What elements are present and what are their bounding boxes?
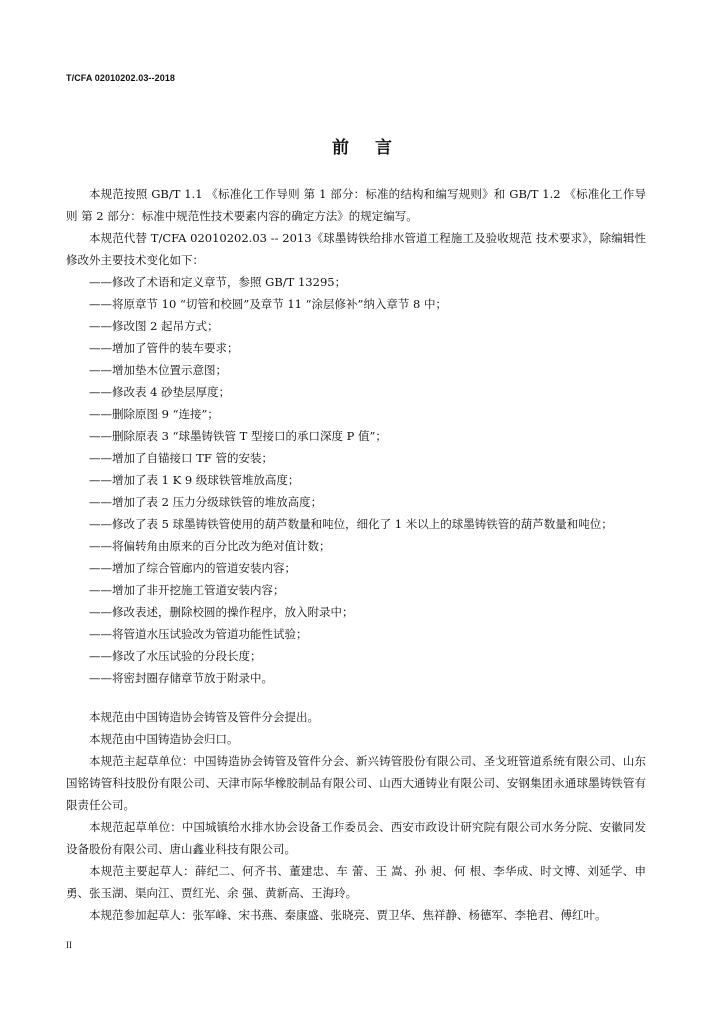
list-item: ——增加了表 1 K 9 级球铁管堆放高度； bbox=[89, 473, 300, 487]
list-item: ——修改图 2 起吊方式； bbox=[89, 319, 219, 333]
list-item: ——删除原图 9 “连接”； bbox=[89, 407, 219, 421]
list-item: ——删除原表 3 “球墨铸铁管 T 型接口的承口深度 P 值”； bbox=[89, 429, 387, 443]
list-item: ——增加垫木位置示意图； bbox=[89, 363, 227, 377]
list-item: ——修改了术语和定义章节，参照 GB/T 13295； bbox=[89, 275, 347, 289]
list-item: ——将管道水压试验改为管道功能性试验； bbox=[89, 627, 308, 641]
list-item: ——增加了综合管廊内的管道安装内容； bbox=[89, 561, 296, 575]
list-item: ——增加了表 2 压力分级球铁管的堆放高度； bbox=[89, 495, 323, 509]
list-item: ——修改表 4 砂垫层厚度； bbox=[89, 385, 231, 399]
closing-paragraph: 本规范主要起草人：薛纪二、何齐书、董建忠、车 蕾、王 嵩、孙 昶、何 根、李华成、时文博、刘延学、申勇、张玉湖、渠向江、贾红光、余 强、黄新高、王海玲。 bbox=[66, 864, 646, 900]
intro-paragraph: 本规范代替 T/CFA 02010202.03 -- 2013《球墨铸铁给排水管道工程施工及验收规范 技术要求》，除编辑性修改外主要技术变化如下： bbox=[66, 231, 646, 267]
list-item: ——修改表述，删除校圆的操作程序，放入附录中； bbox=[89, 605, 354, 619]
closing-paragraph: 本规范由中国铸造协会归口。 bbox=[89, 732, 239, 746]
section-spacer bbox=[66, 689, 646, 706]
list-item: ——增加了非开挖施工管道安装内容； bbox=[89, 583, 285, 597]
intro-paragraph: 本规范按照 GB/T 1.1 《标准化工作导则 第 1 部分：标准的结构和编写规则》和 GB/T 1.2 《标准化工作导则 第 2 部分：标准中规范性技术要素内容的确定方法》的规定编写。 bbox=[66, 187, 646, 223]
closing-paragraph: 本规范由中国铸造协会铸管及管件分会提出。 bbox=[89, 710, 319, 724]
page-number: II bbox=[66, 940, 72, 950]
document-code: T/CFA 02010202.03--2018 bbox=[66, 73, 176, 83]
list-item: ——修改了表 5 球墨铸铁管使用的葫芦数量和吨位，细化了 1 米以上的球墨铸铁管的葫芦数量和吨位； bbox=[89, 517, 613, 531]
closing-paragraph: 本规范参加起草人：张军峰、宋书燕、秦康盛、张晓亮、贾卫华、焦祥静、杨德军、李艳君、傅红叶。 bbox=[89, 908, 607, 922]
document-body bbox=[66, 183, 646, 926]
closing-paragraph: 本规范起草单位：中国城镇给水排水协会设备工作委员会、西安市政设计研究院有限公司水务分院、安徽同发设备股份有限公司、唐山鑫业科技有限公司。 bbox=[66, 820, 646, 856]
list-item: ——增加了自锚接口 TF 管的安装； bbox=[89, 451, 273, 465]
list-item: ——增加了管件的装车要求； bbox=[89, 341, 239, 355]
changes-list bbox=[66, 271, 646, 689]
closing-paragraph: 本规范主起草单位：中国铸造协会铸管及管件分会、新兴铸管股份有限公司、圣戈班管道系统有限公司、山东国铭铸管科技股份有限公司、天津市际华橡胶制品有限公司、山西大通铸业有限公司、安钢集团永通球墨铸铁管有限责任公司。 bbox=[66, 754, 646, 812]
list-item: ——修改了水压试验的分段长度； bbox=[89, 649, 262, 663]
list-item: ——将原章节 10 “切管和校圆”及章节 11 “涂层修补”纳入章节 8 中； bbox=[89, 297, 448, 311]
list-item: ——将密封圈存储章节放于附录中。 bbox=[89, 671, 273, 685]
page-title: 前言 bbox=[332, 138, 418, 158]
list-item: ——将偏转角由原来的百分比改为绝对值计数； bbox=[89, 539, 331, 553]
